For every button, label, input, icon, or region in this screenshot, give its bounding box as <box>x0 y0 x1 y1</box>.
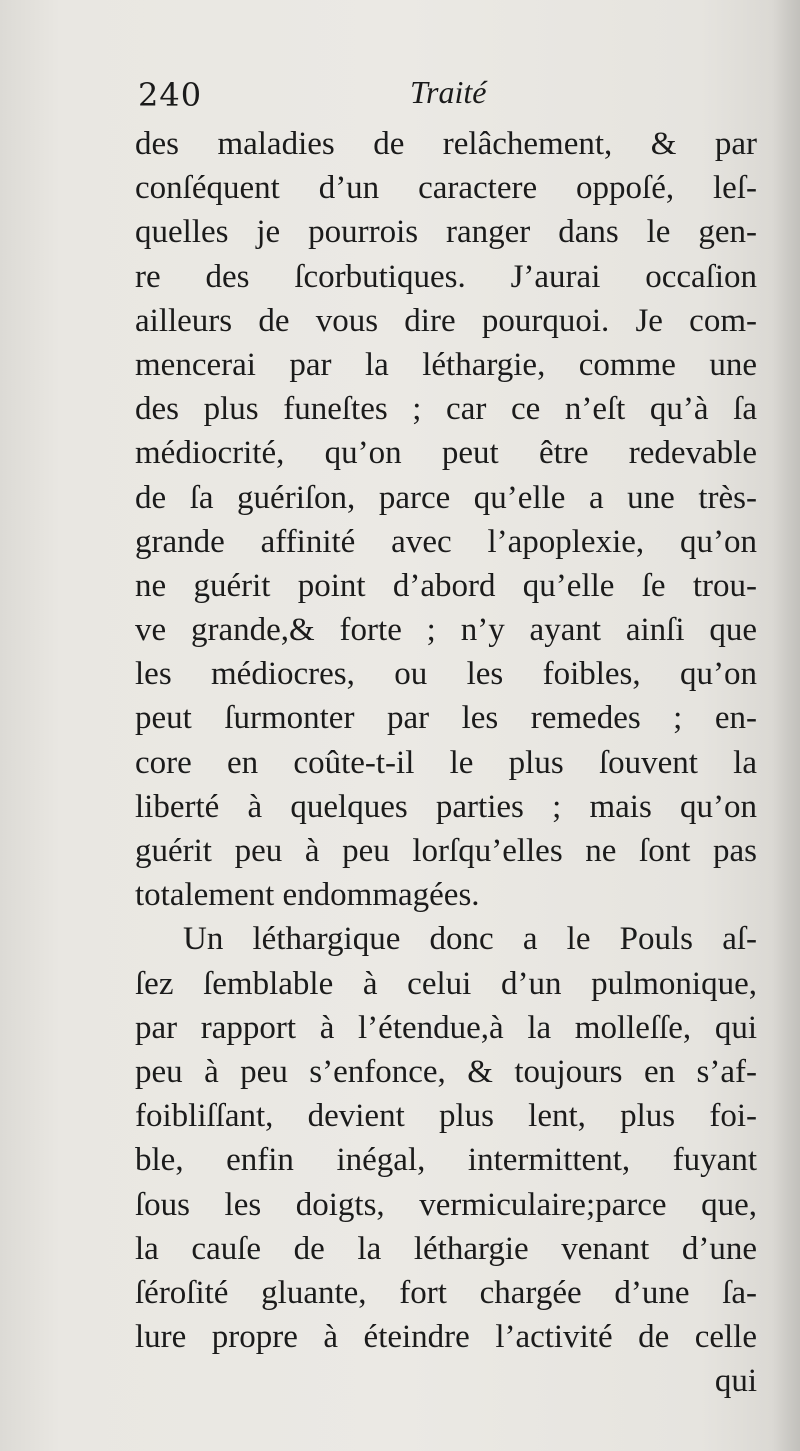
text-line: les médiocres, ou les foibles, qu’on <box>135 656 757 693</box>
text-line: médiocrité, qu’on peut être redevable <box>135 435 757 472</box>
text-line: ble, enfin inégal, intermittent, fuyant <box>135 1142 757 1179</box>
text-line: ſous les doigts, vermiculaire;parce que, <box>135 1186 757 1223</box>
text-line: conſéquent d’un caractere oppoſé, leſ- <box>135 170 757 207</box>
page-number: 240 <box>138 76 203 114</box>
text-line: totalement endommagées. <box>135 877 480 914</box>
text-line: ne guérit point d’abord qu’elle ſe trou- <box>135 567 757 604</box>
text-line: quelles je pourrois ranger dans le gen- <box>135 214 757 251</box>
page-edge-shadow <box>772 0 800 1451</box>
text-line: re des ſcorbutiques. J’aurai occaſion <box>135 258 757 295</box>
text-line: par rapport à l’étendue,à la molleſſe, qui <box>135 1009 757 1046</box>
text-line: mencerai par la léthargie, comme une <box>135 346 757 383</box>
text-line: lure propre à éteindre l’activité de celle <box>135 1319 757 1356</box>
text-line: foibliſſant, devient plus lent, plus foi- <box>135 1098 757 1135</box>
text-line: guérit peu à peu lorſqu’elles ne ſont pas <box>135 833 757 869</box>
text-line: peu à peu s’enfonce, & toujours en s’af- <box>135 1053 757 1090</box>
text-line: core en coûte-t-il le plus ſouvent la <box>135 744 757 781</box>
text-line: grande affinité avec l’apoplexie, qu’on <box>135 523 757 560</box>
text-line: de ſa guériſon, parce qu’elle a une très- <box>135 479 757 516</box>
text-line: ſéroſité gluante, fort chargée d’une ſa- <box>135 1274 757 1311</box>
text-line: des plus funeſtes ; car ce n’eſt qu’à ſa <box>135 391 757 428</box>
text-line: ve grande,& forte ; n’y ayant ainſi que <box>135 612 757 649</box>
page-header <box>138 74 758 120</box>
text-line: peut ſurmonter par les remedes ; en- <box>135 700 757 737</box>
running-title: Traité <box>410 74 487 110</box>
paragraph-start-line: Un léthargique donc a le Pouls aſ- <box>183 921 757 958</box>
text-line: ailleurs de vous dire pourquoi. Je com- <box>135 302 757 339</box>
text-line: liberté à quelques parties ; mais qu’on <box>135 788 757 825</box>
catchword: qui <box>714 1363 757 1400</box>
text-line: ſez ſemblable à celui d’un pulmonique, <box>135 965 757 1002</box>
body-text <box>135 122 757 1403</box>
text-line: la cauſe de la léthargie venant d’une <box>135 1230 757 1267</box>
text-line: des maladies de relâchement, & par <box>135 126 757 162</box>
